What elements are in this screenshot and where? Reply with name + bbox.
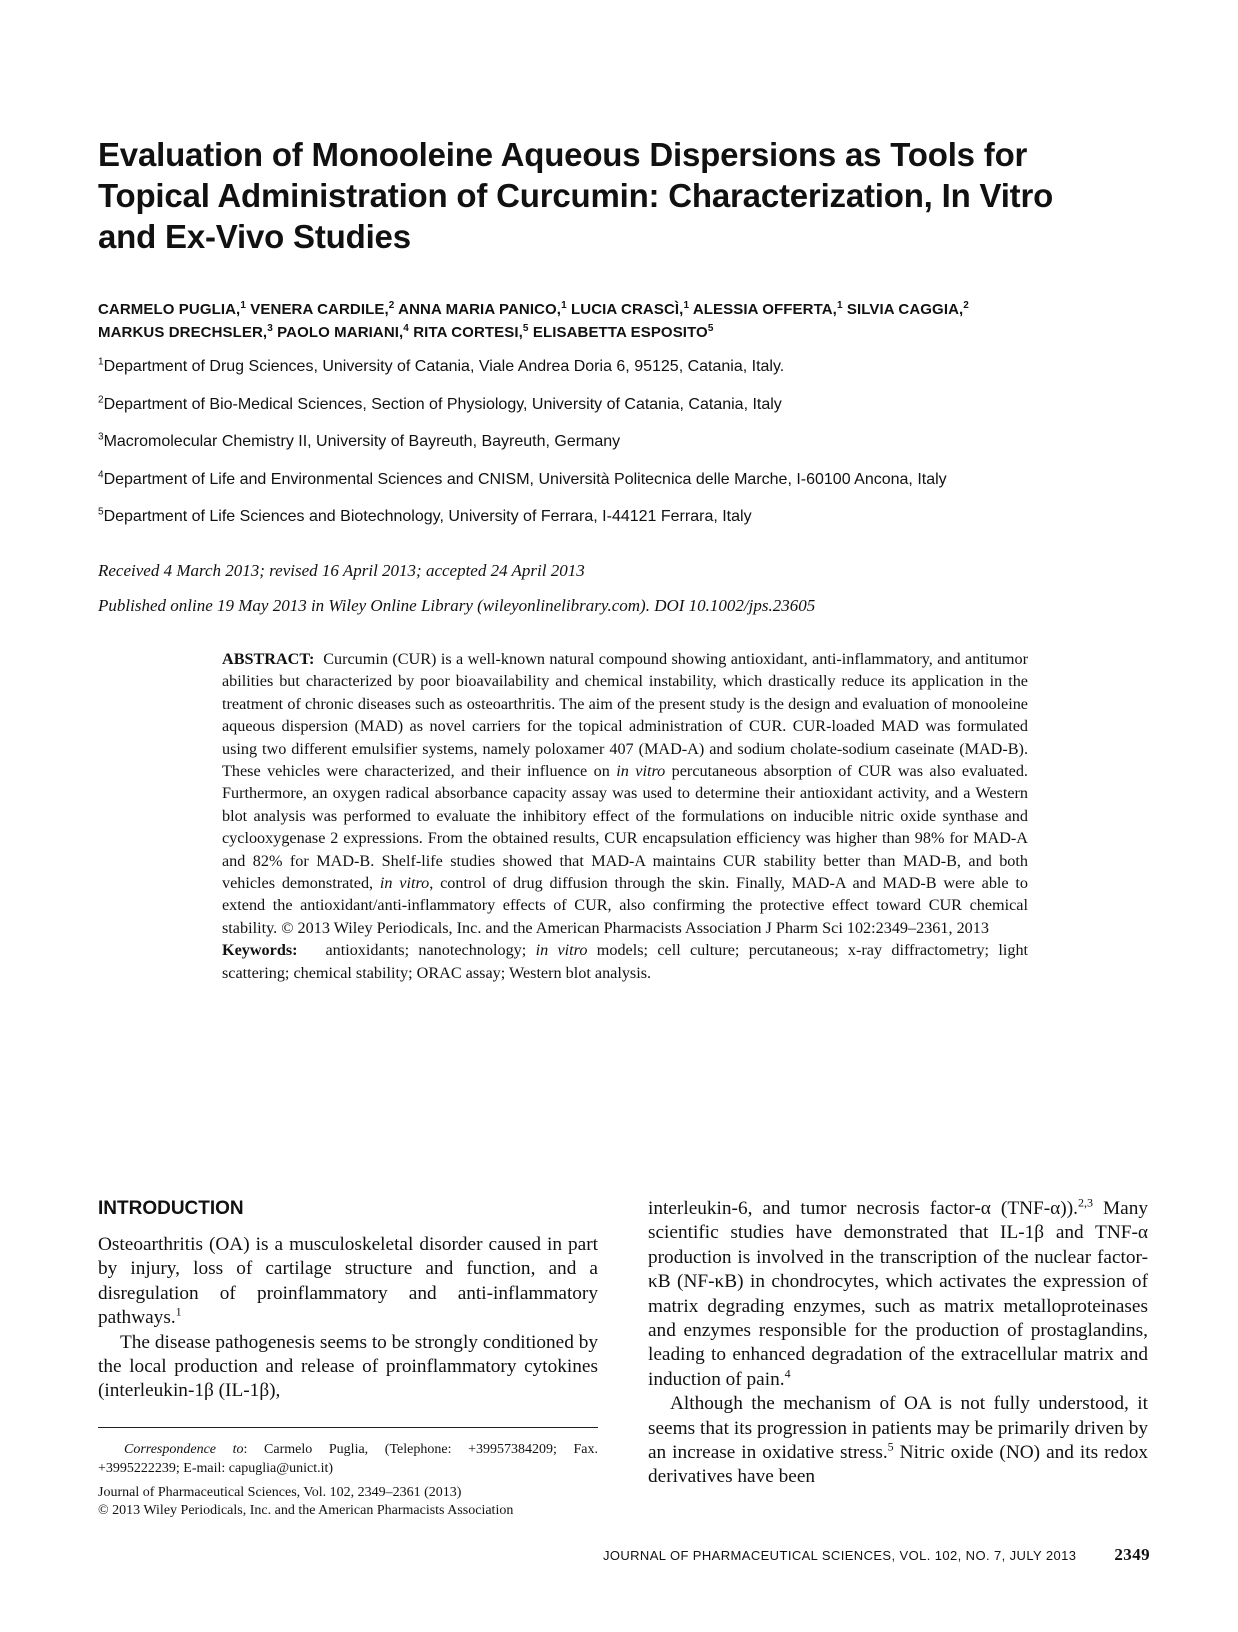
abstract-body: ABSTRACT: Curcumin (CUR) is a well-known natural compound showing antioxidant, anti-inflammatory, and antitumor abilities but characterized by poor bioavailability and chemical instability, which drastically reduce its application in the treatment of chronic diseases such as osteoarthritis. The aim of the present study is the design and evaluation of monooleine aqueous dispersion (MAD) as novel carriers for the topical administration of CUR. CUR-loaded MAD was formulated using two different emulsifier systems, namely poloxamer 407 (MAD-A) and sodium cholate-sodium caseinate (MAD-B). These vehicles were characterized, and their influence on in vitro percutaneous absorption of CUR was also evaluated. Furthermore, an oxygen radical absorbance capacity assay was used to determine their antioxidant activity, and a Western blot analysis was performed to evaluate the inhibitory effect of the formulations on inducible nitric oxide synthase and cyclooxygenase 2 expressions. From the obtained results, CUR encapsulation efficiency was higher than 98% for MAD-A and 82% for MAD-B. Shelf-life studies showed that MAD-A maintains CUR stability better than MAD-B, and both vehicles demonstrated, in vitro, control of drug diffusion through the skin. Finally, MAD-A and MAD-B were able to extend the antioxidant/anti-inflammatory effects of CUR, also confirming the protective effect toward CUR chemical stability. © 2013 Wiley Periodicals, Inc. and the American Pharmacists Association J Pharm Sci 102:2349–2361, 2013 [222, 650, 1028, 937]
keywords: Keywords: antioxidants; nanotechnology; in vitro models; cell culture; percutaneous; x-ray diffractometry; light scattering; chemical stability; ORAC assay; Western blot analysis. [222, 941, 1029, 982]
paragraph: Although the mechanism of OA is not fully understood, it seems that its progression in patients may be primarily driven by an increase in oxidative stress.$^5$ Nitric oxide (NO) and its redox derivatives have been [648, 1393, 1148, 1488]
author: ANNA MARIA PANICO,$^1$ [398, 300, 567, 318]
affiliation-list [98, 352, 1158, 540]
paragraph: Osteoarthritis (OA) is a musculoskeletal disorder caused in part by injury, loss of cartilage structure and function, and a disregulation of proinflammatory and anti-inflammatory pathways.$^1$ [98, 1234, 598, 1329]
paragraph: The disease pathogenesis seems to be strongly conditioned by the local production and release of proinflammatory cytokines (interleukin-1β (IL-1β), [98, 1331, 598, 1402]
running-footer-text: JOURNAL OF PHARMACEUTICAL SCIENCES, VOL. 102, NO. 7, JULY 2013 [602, 1548, 1077, 1563]
author: ELISABETTA ESPOSITO$^5$ [532, 323, 714, 341]
journal-info [98, 1484, 598, 1520]
author: SILVIA CAGGIA,$^2$ [846, 300, 969, 318]
affiliation: $^2$Department of Bio-Medical Sciences, Section of Physiology, University of Catania, Catania, Italy [98, 394, 782, 413]
copyright: © 2013 Wiley Periodicals, Inc. and the American Pharmacists Association [98, 1503, 514, 1518]
affiliation: $^5$Department of Life Sciences and Biotechnology, University of Ferrara, I-44121 Ferrara, Italy [98, 506, 752, 525]
correspondence: Correspondence to: Carmelo Puglia, (Telephone: +39957384209; Fax. +3995222239; E-mail: capuglia@unict.it) [98, 1442, 598, 1476]
right-column [648, 1197, 1148, 1490]
author: RITA CORTESI,$^5$ [413, 323, 529, 341]
page-number: 2349 [1114, 1545, 1150, 1564]
author: ALESSIA OFFERTA,$^1$ [692, 300, 843, 318]
author-line [98, 321, 1158, 344]
paragraph: interleukin-6, and tumor necrosis factor-α (TNF-α)).$^{2,3}$ Many scientific studies have demonstrated that IL-1β and TNF-α production is involved in the transcription of the nuclear factor-κB (NF-κB) in chondrocytes, which activates the expression of matrix degrading enzymes, such as matrix metalloproteinases and enzymes responsible for the production of prostaglandins, leading to enhanced degradation of the extracellular matrix and induction of pain.$^4$ [648, 1195, 1148, 1390]
author: LUCIA CRASCÌ,$^1$ [571, 300, 690, 318]
published-date: Published online 19 May 2013 in Wiley Online Library (wileyonlinelibrary.com). DOI 10.1002/jps.23605 [98, 596, 816, 615]
section-heading: INTRODUCTION [98, 1198, 244, 1219]
affiliation: $^3$Macromolecular Chemistry II, University of Bayreuth, Bayreuth, Germany [98, 431, 621, 450]
received-date: Received 4 March 2013; revised 16 April 2013; accepted 24 April 2013 [98, 561, 585, 580]
left-column [98, 1197, 598, 1404]
title-line: Evaluation of Monooleine Aqueous Dispersions as Tools for [98, 136, 1028, 173]
body-text-left [98, 1233, 598, 1404]
abstract [222, 648, 1028, 984]
footnote-rule [98, 1427, 598, 1428]
abstract-label: ABSTRACT: [222, 650, 315, 668]
affiliation: $^4$Department of Life and Environmental Sciences and CNISM, Università Politecnica delle Marche, I-60100 Ancona, Italy [98, 469, 947, 488]
author-line [98, 298, 1158, 321]
author: CARMELO PUGLIA,$^1$ [98, 300, 247, 318]
body-text-right [648, 1197, 1148, 1490]
title-line: and Ex-Vivo Studies [98, 218, 411, 255]
author: MARKUS DRECHSLER,$^3$ [98, 323, 273, 341]
author: VENERA CARDILE,$^2$ [250, 300, 395, 318]
keywords-label: Keywords: [222, 941, 298, 960]
article-title [98, 134, 1158, 257]
running-footer [90, 1545, 1150, 1565]
author: PAOLO MARIANI,$^4$ [277, 323, 409, 341]
publication-dates [98, 560, 1158, 630]
author-list [98, 298, 1158, 344]
title-line: Topical Administration of Curcumin: Characterization, In Vitro [98, 177, 1054, 214]
affiliation: $^1$Department of Drug Sciences, University of Catania, Viale Andrea Doria 6, 95125, Catania, Italy. [98, 356, 785, 375]
journal-citation: Journal of Pharmaceutical Sciences, Vol. 102, 2349–2361 (2013) [98, 1485, 462, 1500]
